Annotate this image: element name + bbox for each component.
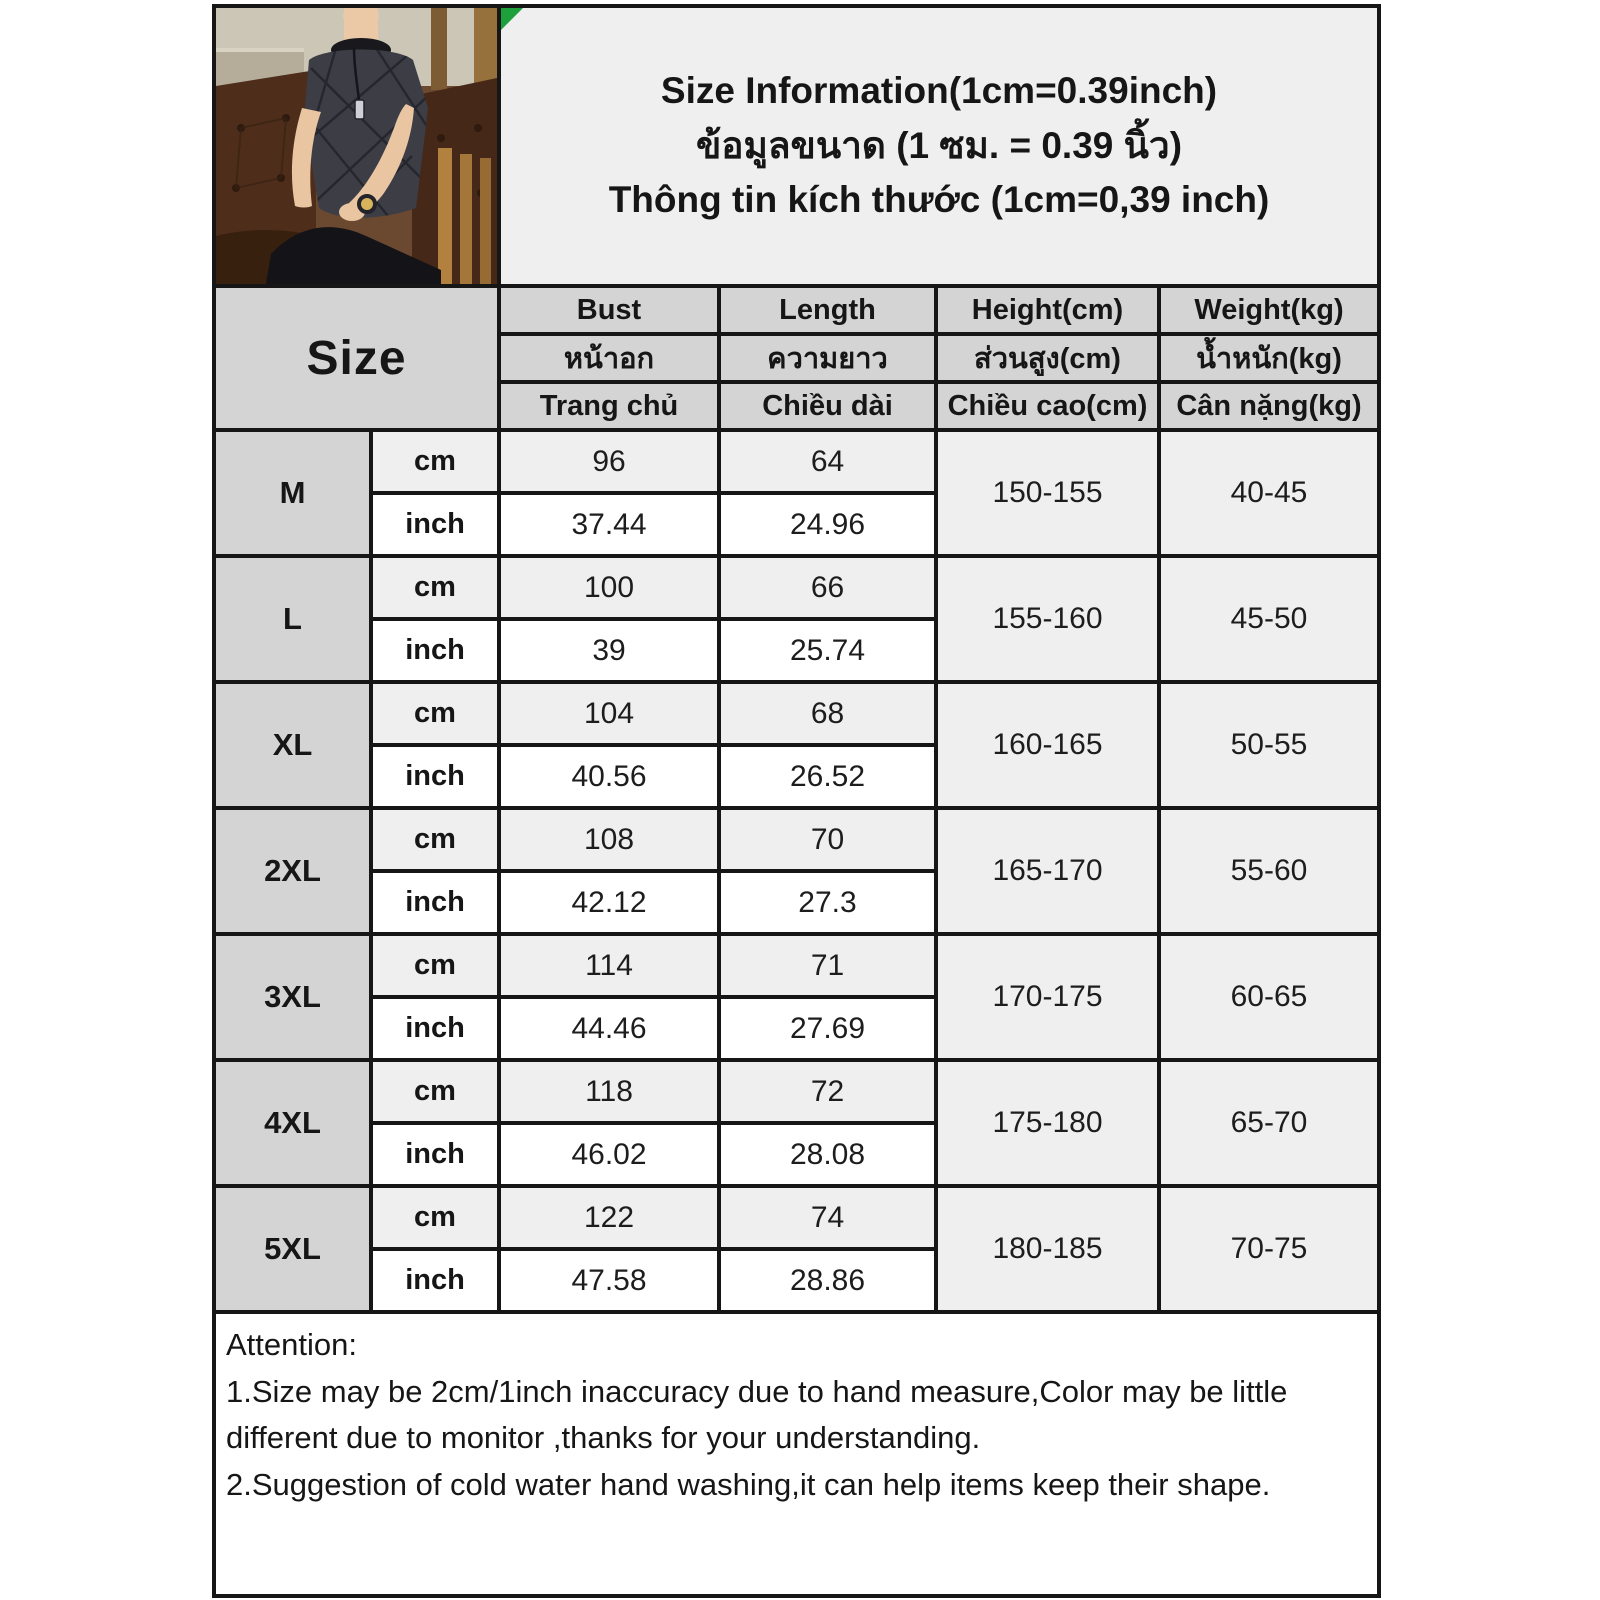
attention-item-1: 1.Size may be 2cm/1inch inaccuracy due to hand measure,Color may be little different due to monitor ,thanks for your understanding.: [226, 1373, 1288, 1455]
xl-height: 160-165: [936, 682, 1159, 808]
5xl-bust-cm: 122: [499, 1186, 719, 1249]
header-bust-en: Bust: [499, 286, 719, 334]
4xl-length-cm: 72: [719, 1060, 936, 1123]
3xl-length-cm: 71: [719, 934, 936, 997]
attention-note: [214, 1312, 1379, 1596]
header-bust-th: หน้าอก: [499, 334, 719, 382]
5xl-bust-inch: 47.58: [499, 1249, 719, 1312]
header-weight-vi: Cân nặng(kg): [1159, 382, 1379, 430]
l-height: 155-160: [936, 556, 1159, 682]
xl-unit-cm: cm: [371, 682, 499, 745]
4xl-unit-inch: inch: [371, 1123, 499, 1186]
2xl-bust-inch: 42.12: [499, 871, 719, 934]
2xl-weight: 55-60: [1159, 808, 1379, 934]
row-label-3xl: 3XL: [214, 934, 371, 1060]
header-height-vi: Chiều cao(cm): [936, 382, 1159, 430]
4xl-unit-cm: cm: [371, 1060, 499, 1123]
2xl-unit-cm: cm: [371, 808, 499, 871]
m-length-cm: 64: [719, 430, 936, 493]
title-en: Size Information(1cm=0.39inch): [660, 70, 1218, 112]
l-length-cm: 66: [719, 556, 936, 619]
5xl-length-inch: 28.86: [719, 1249, 936, 1312]
l-bust-cm: 100: [499, 556, 719, 619]
l-bust-inch: 39: [499, 619, 719, 682]
model-photo-illustration: [216, 8, 497, 284]
title-block: [499, 6, 1379, 286]
title-th: ข้อมูลขนาด (1 ซม. = 0.39 นิ้ว): [695, 124, 1183, 166]
3xl-height: 170-175: [936, 934, 1159, 1060]
header-weight-th: น้ำหนัก(kg): [1159, 334, 1379, 382]
header-length-en: Length: [719, 286, 936, 334]
l-weight: 45-50: [1159, 556, 1379, 682]
corner-header-size: Size: [214, 286, 499, 430]
m-weight: 40-45: [1159, 430, 1379, 556]
row-label-5xl: 5XL: [214, 1186, 371, 1312]
attention-item-2: 2.Suggestion of cold water hand washing,it can help items keep their shape.: [226, 1466, 1271, 1502]
3xl-length-inch: 27.69: [719, 997, 936, 1060]
4xl-weight: 65-70: [1159, 1060, 1379, 1186]
xl-length-cm: 68: [719, 682, 936, 745]
4xl-length-inch: 28.08: [719, 1123, 936, 1186]
row-label-xl: XL: [214, 682, 371, 808]
l-unit-inch: inch: [371, 619, 499, 682]
2xl-bust-cm: 108: [499, 808, 719, 871]
5xl-unit-cm: cm: [371, 1186, 499, 1249]
xl-unit-inch: inch: [371, 745, 499, 808]
5xl-weight: 70-75: [1159, 1186, 1379, 1312]
2xl-height: 165-170: [936, 808, 1159, 934]
m-height: 150-155: [936, 430, 1159, 556]
header-height-th: ส่วนสูง(cm): [936, 334, 1159, 382]
5xl-length-cm: 74: [719, 1186, 936, 1249]
m-bust-cm: 96: [499, 430, 719, 493]
4xl-height: 175-180: [936, 1060, 1159, 1186]
header-length-th: ความยาว: [719, 334, 936, 382]
m-unit-inch: inch: [371, 493, 499, 556]
header-weight-en: Weight(kg): [1159, 286, 1379, 334]
m-bust-inch: 37.44: [499, 493, 719, 556]
row-label-l: L: [214, 556, 371, 682]
product-photo: [214, 6, 499, 286]
l-length-inch: 25.74: [719, 619, 936, 682]
3xl-unit-cm: cm: [371, 934, 499, 997]
l-unit-cm: cm: [371, 556, 499, 619]
xl-weight: 50-55: [1159, 682, 1379, 808]
header-height-en: Height(cm): [936, 286, 1159, 334]
3xl-bust-inch: 44.46: [499, 997, 719, 1060]
green-corner-triangle-icon: [501, 8, 523, 30]
xl-length-inch: 26.52: [719, 745, 936, 808]
4xl-bust-inch: 46.02: [499, 1123, 719, 1186]
5xl-height: 180-185: [936, 1186, 1159, 1312]
row-label-m: M: [214, 430, 371, 556]
xl-bust-cm: 104: [499, 682, 719, 745]
row-label-2xl: 2XL: [214, 808, 371, 934]
3xl-bust-cm: 114: [499, 934, 719, 997]
xl-bust-inch: 40.56: [499, 745, 719, 808]
5xl-unit-inch: inch: [371, 1249, 499, 1312]
4xl-bust-cm: 118: [499, 1060, 719, 1123]
m-length-inch: 24.96: [719, 493, 936, 556]
2xl-length-cm: 70: [719, 808, 936, 871]
3xl-unit-inch: inch: [371, 997, 499, 1060]
attention-heading: Attention:: [226, 1327, 357, 1362]
size-chart-sheet: [212, 4, 1381, 1598]
header-length-vi: Chiều dài: [719, 382, 936, 430]
row-label-4xl: 4XL: [214, 1060, 371, 1186]
2xl-unit-inch: inch: [371, 871, 499, 934]
3xl-weight: 60-65: [1159, 934, 1379, 1060]
m-unit-cm: cm: [371, 430, 499, 493]
header-bust-vi: Trang chủ: [499, 382, 719, 430]
title-vi: Thông tin kích thước (1cm=0,39 inch): [608, 179, 1270, 221]
2xl-length-inch: 27.3: [719, 871, 936, 934]
